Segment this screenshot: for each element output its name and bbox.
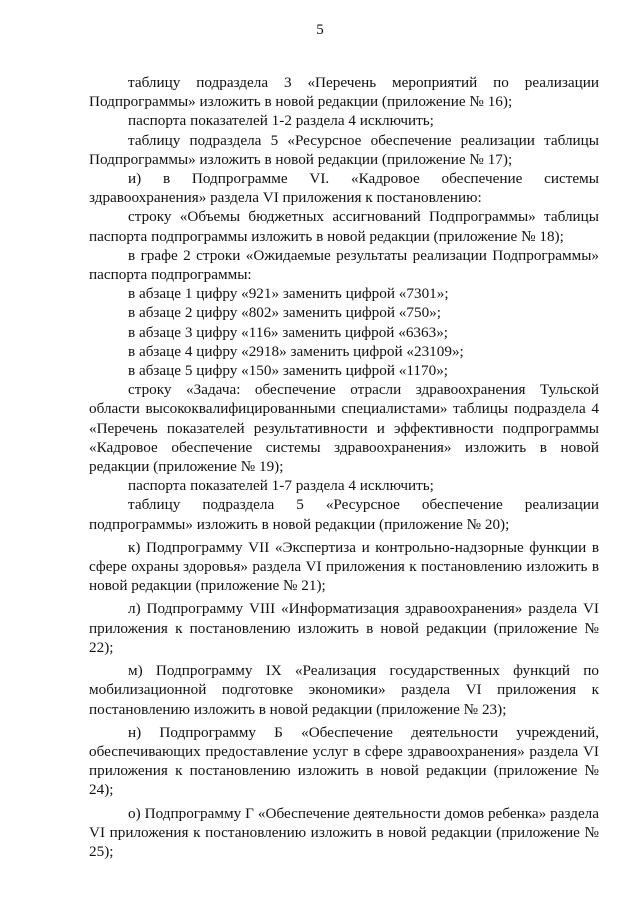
paragraph-item-k-subprogram-vii: к) Подпрограмму VII «Экспертиза и контрольно-надзорные функции в сфере охраны здоровья» раздела VI приложения к постановлению изложить в новой редакции (приложение № 21); bbox=[89, 538, 599, 595]
paragraph-passports-1-7: паспорта показателей 1-7 раздела 4 исключить; bbox=[128, 477, 434, 495]
paragraph-item-n-subprogram-b: н) Подпрограмму Б «Обеспечение деятельности учреждений, обеспечивающих предоставление услуг в сфере здравоохранения» раздела VI приложения к постановлению изложить в новой редакции (приложение № 24); bbox=[89, 723, 599, 799]
paragraph-abzac-5: в абзаце 5 цифру «150» заменить цифрой «1170»; bbox=[128, 362, 449, 380]
paragraph-passports-1-2: паспорта показателей 1-2 раздела 4 исключить; bbox=[128, 112, 434, 130]
paragraph-item-m-subprogram-ix: м) Подпрограмму IX «Реализация государственных функций по мобилизационной подготовке экономики» раздела VI приложения к постановлению изложить в новой редакции (приложение № 23); bbox=[89, 662, 599, 718]
paragraph-abzac-3: в абзаце 3 цифру «116» заменить цифрой «6363»; bbox=[128, 323, 449, 341]
paragraph-item-i-subprogram-vi: и) в Подпрограмме VI. «Кадровое обеспечение системы здравоохранения» раздела VI приложения к постановлению: bbox=[89, 170, 599, 207]
paragraph-abzac-1: в абзаце 1 цифру «921» заменить цифрой «7301»; bbox=[128, 285, 449, 303]
paragraph-resource-table: таблицу подраздела 5 «Ресурсное обеспечение реализации подпрограммы» изложить в новой редакции (приложение № 20); bbox=[89, 496, 599, 533]
paragraph-task-row: строку «Задача: обеспечение отрасли здравоохранения Тульской области высококвалифицированными специалистами» таблицы подраздела 4 «Перечень показателей результативности и эффективности подпрограммы «Кадровое обеспечение системы здравоохранения» изложить в новой редакции (приложение № 19); bbox=[89, 381, 599, 476]
paragraph-table-subsection-5: таблицу подраздела 5 «Ресурсное обеспечение реализации таблицы Подпрограммы» изложить в новой редакции (приложение № 17); bbox=[89, 131, 599, 168]
paragraph-item-o-subprogram-g: о) Подпрограмму Г «Обеспечение деятельности домов ребенка» раздела VI приложения к постановлению изложить в новой редакции (приложение № 25); bbox=[89, 804, 599, 860]
paragraph-table-subsection-3: таблицу подраздела 3 «Перечень мероприятий по реализации Подпрограммы» изложить в новой редакции (приложение № 16); bbox=[89, 74, 599, 111]
paragraph-expected-results: в графе 2 строки «Ожидаемые результаты реализации Подпрограммы» паспорта подпрограммы: bbox=[89, 246, 599, 284]
paragraph-item-l-subprogram-viii: л) Подпрограмму VIII «Информатизация здравоохранения» раздела VI приложения к постановлению изложить в новой редакции (приложение № 22); bbox=[89, 600, 599, 656]
document-body bbox=[89, 73, 599, 861]
page-number: 5 bbox=[316, 22, 324, 38]
paragraph-abzac-4: в абзаце 4 цифру «2918» заменить цифрой «23109»; bbox=[128, 342, 464, 360]
paragraph-abzac-2: в абзаце 2 цифру «802» заменить цифрой «750»; bbox=[128, 304, 441, 322]
paragraph-budget-row: строку «Объемы бюджетных ассигнований Подпрограммы» таблицы паспорта подпрограммы изложить в новой редакции (приложение № 18); bbox=[89, 208, 599, 245]
